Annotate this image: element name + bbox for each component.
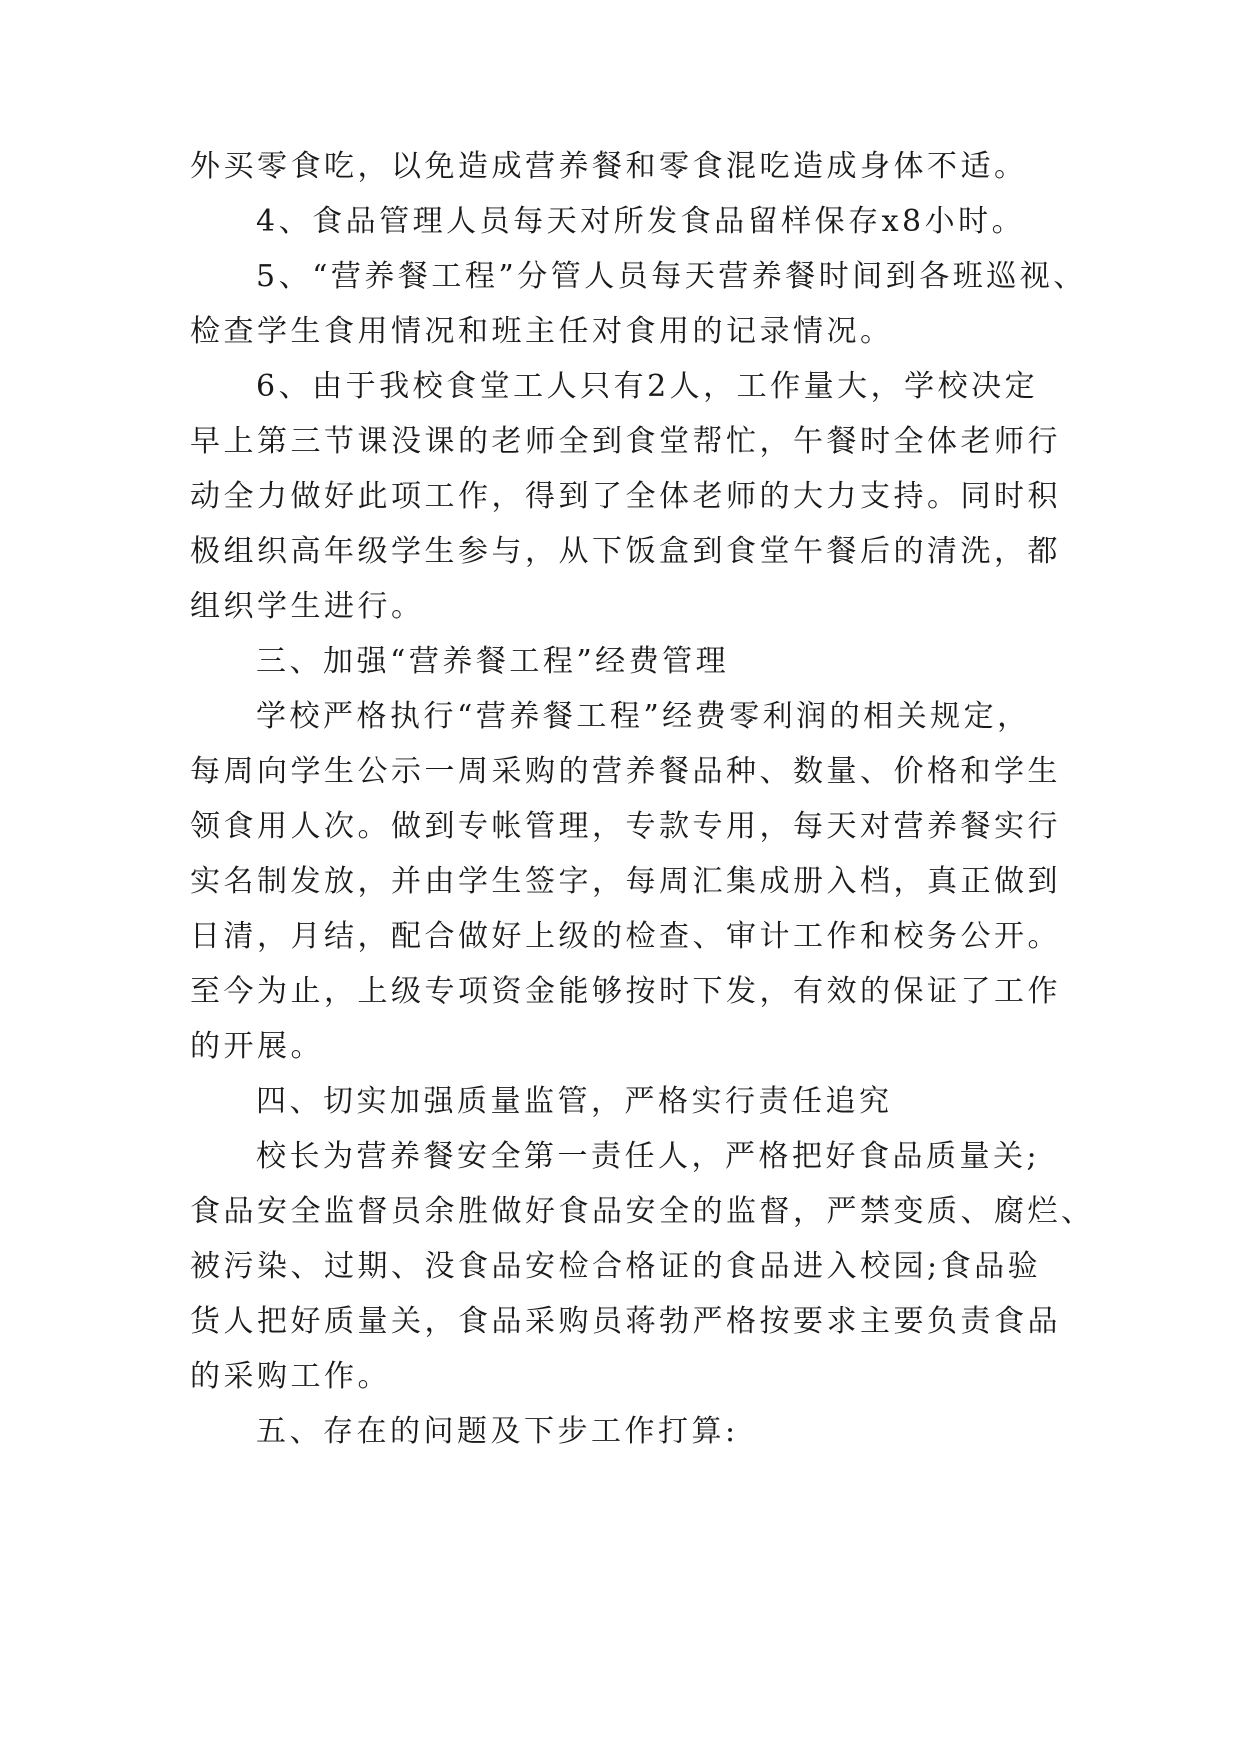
text-line: 6、由于我校食堂工人只有2人，工作量大，学校决定 [256, 369, 1039, 404]
text-line: 的开展。 [190, 1029, 324, 1064]
text-line: 的采购工作。 [190, 1359, 391, 1394]
text-line: 动全力做好此项工作，得到了全体老师的大力支持。同时积 [190, 479, 1061, 514]
text-line: 检查学生食用情况和班主任对食用的记录情况。 [190, 314, 894, 349]
text-line: 极组织高年级学生参与，从下饭盒到食堂午餐后的清洗，都 [190, 534, 1061, 569]
text-line: 组织学生进行。 [190, 589, 425, 624]
text-line: 校长为营养餐安全第一责任人，严格把好食品质量关; [256, 1139, 1041, 1174]
text-line: 实名制发放，并由学生签字，每周汇集成册入档，真正做到 [190, 864, 1061, 899]
text-line: 外买零食吃，以免造成营养餐和零食混吃造成身体不适。 [190, 149, 1028, 184]
text-line: 食品安全监督员余胜做好食品安全的监督，严禁变质、腐烂、 [190, 1194, 1095, 1229]
section-heading: 三、加强“营养餐工程”经费管理 [256, 644, 730, 679]
text-line: 学校严格执行“营养餐工程”经费零利润的相关规定， [256, 699, 1031, 734]
text-line: 日清，月结，配合做好上级的检查、审计工作和校务公开。 [190, 919, 1061, 954]
text-line: 至今为止，上级专项资金能够按时下发，有效的保证了工作 [190, 974, 1061, 1009]
text-line: 每周向学生公示一周采购的营养餐品种、数量、价格和学生 [190, 754, 1061, 789]
text-line: 4、食品管理人员每天对所发食品留样保存x8小时。 [256, 204, 1026, 239]
section-heading: 四、切实加强质量监管，严格实行责任追究 [256, 1084, 893, 1119]
text-line: 早上第三节课没课的老师全到食堂帮忙，午餐时全体老师行 [190, 424, 1061, 459]
section-heading: 五、存在的问题及下步工作打算: [256, 1414, 739, 1449]
text-line: 5、“营养餐工程”分管人员每天营养餐时间到各班巡视、 [256, 259, 1087, 294]
text-line: 被污染、过期、没食品安检合格证的食品进入校园;食品验 [190, 1249, 1042, 1284]
text-line: 领食用人次。做到专帐管理，专款专用，每天对营养餐实行 [190, 809, 1061, 844]
text-line: 货人把好质量关，食品采购员蒋勃严格按要求主要负责食品 [190, 1304, 1061, 1339]
